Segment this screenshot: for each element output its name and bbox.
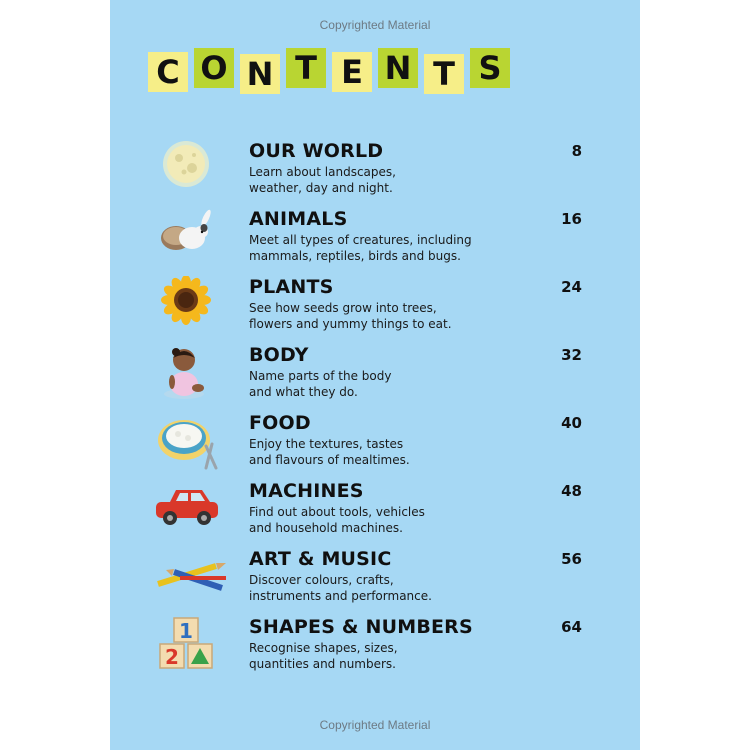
page-number: 24 [561, 278, 582, 296]
red-car-icon [154, 480, 218, 536]
description-line: See how seeds grow into trees, [249, 301, 437, 315]
description-line: mammals, reptiles, birds and bugs. [249, 249, 461, 263]
copyright-bottom: Copyrighted Material [319, 718, 431, 732]
title-tile: E [332, 52, 372, 92]
entry-heading: BODY [249, 344, 309, 366]
page-number: 8 [571, 142, 582, 160]
title-tile: N [378, 48, 418, 88]
number-blocks-icon [154, 616, 218, 672]
entry-heading: OUR WORLD [249, 140, 384, 162]
description-line: Enjoy the textures, tastes [249, 437, 404, 451]
entry-heading: ANIMALS [249, 208, 348, 230]
entry-description [249, 572, 509, 604]
entry-description [249, 232, 509, 264]
title-tile: T [286, 48, 326, 88]
svg-text:1: 1 [179, 619, 193, 643]
entry-description [249, 504, 509, 536]
contents-entry[interactable] [110, 140, 640, 202]
entry-heading: FOOD [249, 412, 311, 434]
description-line: Find out about tools, vehicles [249, 505, 425, 519]
contents-entry[interactable] [110, 548, 640, 610]
contents-entry[interactable] [110, 276, 640, 338]
title-tile: S [470, 48, 510, 88]
entry-heading: ART & MUSIC [249, 548, 392, 570]
entry-heading: MACHINES [249, 480, 364, 502]
entry-heading: PLANTS [249, 276, 334, 298]
page-number: 56 [561, 550, 582, 568]
description-line: weather, day and night. [249, 181, 393, 195]
description-line: Meet all types of creatures, including [249, 233, 472, 247]
sunflower-icon [154, 276, 218, 332]
title-tile: C [148, 52, 188, 92]
page-number: 64 [561, 618, 582, 636]
rice-bowl-icon [154, 412, 218, 468]
baby-icon [154, 344, 218, 400]
description-line: Recognise shapes, sizes, [249, 641, 398, 655]
contents-entry[interactable] [110, 208, 640, 270]
description-line: quantities and numbers. [249, 657, 396, 671]
page-number: 16 [561, 210, 582, 228]
description-line: and flavours of mealtimes. [249, 453, 410, 467]
contents-page [110, 0, 640, 750]
description-line: Name parts of the body [249, 369, 392, 383]
contents-entry[interactable] [110, 616, 640, 678]
entry-heading: SHAPES & NUMBERS [249, 616, 473, 638]
moon-icon [154, 140, 218, 196]
description-line: instruments and performance. [249, 589, 432, 603]
description-line: Learn about landscapes, [249, 165, 396, 179]
entry-description [249, 164, 509, 196]
page-number: 32 [561, 346, 582, 364]
description-line: Discover colours, crafts, [249, 573, 394, 587]
title-tile: O [194, 48, 234, 88]
copyright-top: Copyrighted Material [319, 18, 431, 32]
contents-title [148, 48, 516, 92]
contents-entry[interactable] [110, 412, 640, 474]
description-line: and household machines. [249, 521, 403, 535]
title-tile: N [240, 54, 280, 94]
entry-description [249, 300, 509, 332]
entry-description [249, 368, 509, 400]
rabbit-hedgehog-icon [154, 208, 218, 264]
page-number: 48 [561, 482, 582, 500]
entry-description [249, 640, 509, 672]
pencils-icon [154, 548, 218, 604]
title-tile: T [424, 54, 464, 94]
description-line: and what they do. [249, 385, 358, 399]
description-line: flowers and yummy things to eat. [249, 317, 452, 331]
svg-text:2: 2 [165, 645, 179, 669]
contents-entry[interactable] [110, 344, 640, 406]
entry-description [249, 436, 509, 468]
page-number: 40 [561, 414, 582, 432]
contents-entry[interactable] [110, 480, 640, 542]
